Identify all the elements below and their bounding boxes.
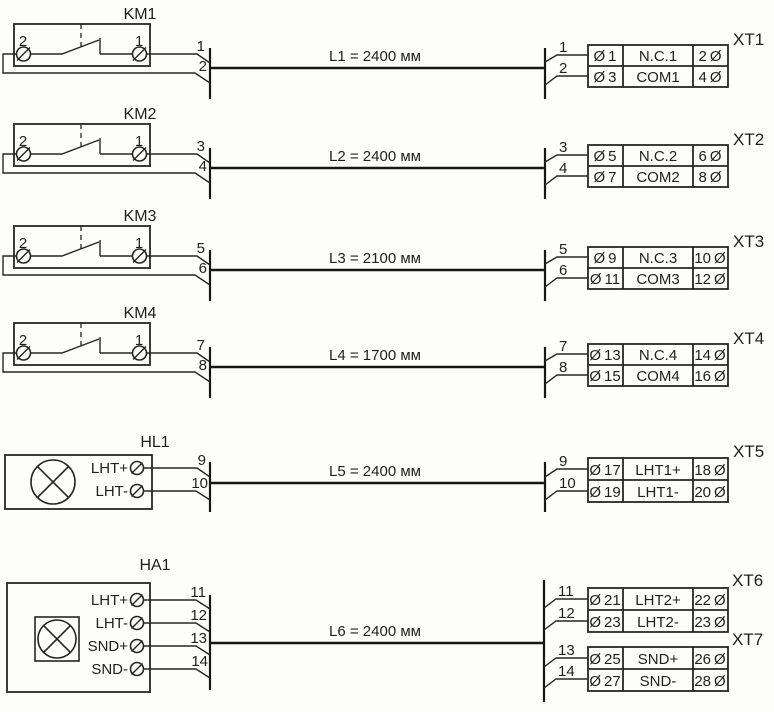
screw-terminal-icon: Ø [589,592,601,609]
wire-number: 3 [196,138,205,155]
terminal-cell: Ø 15 [589,368,621,385]
relay-nc-contact-symbol [14,226,150,268]
device-terminal-label: LHT- [95,615,128,632]
screw-terminal-icon: Ø [709,169,722,186]
wire [3,154,210,183]
terminal-block [588,45,728,87]
screw-terminal-icon: Ø [709,148,722,165]
terminal-cell: N.C.4 [638,347,678,364]
screw-terminal-icon: Ø [593,148,606,165]
screw-terminal-icon: Ø [714,347,726,364]
device-label: KM4 [123,305,157,322]
screw-terminal-icon: Ø [589,462,601,479]
wire [545,278,588,287]
terminal-cell: LHT1- [637,484,679,501]
row-hl1 [5,434,764,512]
wire-number: 10 [191,475,208,492]
row-ha1 [7,557,763,702]
relay-nc-contact-symbol [14,323,150,365]
terminal-cell: 8 Ø [698,169,722,186]
terminal-cell: 4 Ø [698,69,722,86]
terminal-cell: SND+ [637,651,679,668]
lamp-icon [31,460,75,504]
wire [544,679,588,688]
terminal-block [588,588,728,632]
row-km3 [3,208,764,301]
wire-number: 8 [198,357,207,374]
terminal-cell: 12 Ø [694,271,726,288]
terminal-cell: LHT2+ [635,592,681,609]
device-terminal-label: LHT+ [90,460,128,477]
screw-terminal-icon: Ø [593,69,606,86]
cable-length-label: L6 = 2400 мм [329,623,421,640]
terminal-cell: LHT2- [637,614,679,631]
terminal-cell: 2 Ø [698,48,722,65]
device-pin-number: 1 [134,235,144,252]
wire [3,256,210,285]
terminal-cell: Ø 3 [593,69,617,86]
wire-number: 6 [198,260,207,277]
device-pin-number: 1 [134,332,144,349]
wire-number: 7 [196,337,205,354]
terminal-cell: N.C.2 [638,148,678,165]
wire-number: 7 [559,338,568,355]
wire-number: 8 [559,359,568,376]
screw-terminal-icon: Ø [714,614,726,631]
device-label: KM1 [123,6,157,23]
cable-length-label: L2 = 2400 мм [329,148,421,165]
terminal-cell: N.C.3 [638,250,678,267]
terminal-cell: 14 Ø [694,347,726,364]
wire [3,353,210,382]
screw-terminal-icon: Ø [589,347,601,364]
wire [545,491,588,500]
wire [545,176,588,185]
terminal-cell: Ø 5 [593,148,617,165]
device-pin-number: 2 [18,235,28,252]
terminal-cell: SND- [639,673,677,690]
cable-length-label: L5 = 2400 мм [329,463,421,480]
row-km4 [3,305,764,398]
device-pin-number: 2 [18,332,28,349]
screw-terminal-icon: Ø [709,69,722,86]
wire-number: 2 [198,58,207,75]
screw-terminal-icon: Ø [589,614,601,631]
wire-number: 4 [198,158,207,175]
terminal-block [588,647,728,691]
terminal-cell: 20 Ø [694,484,726,501]
terminal-cell: 10 Ø [694,250,726,267]
screw-terminal-icon: Ø [589,673,601,690]
wire-number: 11 [558,583,574,600]
terminal-cell: 23 Ø [694,614,726,631]
terminal-block-label: XT3 [733,232,765,251]
wire-number: 5 [196,240,205,257]
terminal-cell: COM2 [636,169,680,186]
screw-terminal-icon: Ø [714,271,726,288]
device-label: HA1 [139,557,171,574]
row-km2 [3,106,764,199]
wire-number: 3 [559,139,568,156]
screw-terminal-icon: Ø [714,462,726,479]
terminal-block [588,458,728,502]
lamp-device [5,455,152,509]
screw-terminal-icon: Ø [593,250,606,267]
terminal-cell: COM4 [636,368,680,385]
terminal-block-label: XT2 [733,130,765,149]
wire-number: 2 [559,60,568,77]
wire [545,375,588,384]
terminal-block-label: XT6 [732,571,764,590]
wire-number: 1 [196,38,205,55]
lamp-sounder-device [7,583,150,692]
relay-nc-contact-symbol [14,24,150,66]
wire [144,491,211,500]
wire-number: 10 [559,475,576,492]
screw-terminal-icon: Ø [589,368,601,385]
terminal-cell: Ø 11 [589,271,621,288]
terminal-cell: 6 Ø [698,148,722,165]
device-label: KM3 [123,208,157,225]
terminal-cell: Ø 7 [593,169,617,186]
device-terminal-label: SND+ [87,638,128,655]
row-km1 [3,6,764,99]
terminal-cell: Ø 1 [593,48,617,65]
screw-terminal-icon: Ø [589,651,601,668]
screw-terminal-icon: Ø [714,484,726,501]
device-terminal-label: LHT+ [90,592,128,609]
terminal-cell: COM1 [636,69,680,86]
wire-number: 9 [559,453,568,470]
device-pin-number: 1 [134,33,144,50]
wire-number: 13 [558,642,575,659]
terminal-cell: Ø 23 [589,614,621,631]
terminal-cell: Ø 13 [589,347,621,364]
wire-number: 14 [558,663,575,680]
screw-terminal-icon: Ø [714,673,726,690]
wire [144,669,211,678]
device-pin-number: 2 [18,33,28,50]
device-pin-number: 2 [18,133,28,150]
terminal-cell: Ø 17 [589,462,621,479]
screw-terminal-icon: Ø [714,250,726,267]
screw-terminal-icon: Ø [593,48,606,65]
terminal-cell: 26 Ø [694,651,726,668]
device-terminal-label: LHT- [95,483,128,500]
screw-terminal-icon: Ø [709,48,722,65]
wire-number: 6 [559,262,568,279]
device-label: KM2 [123,106,157,123]
screw-terminal-icon: Ø [714,651,726,668]
terminal-cell: Ø 21 [589,592,621,609]
screw-terminal-icon: Ø [714,368,726,385]
wire-number: 13 [190,630,207,647]
terminal-cell: Ø 19 [589,484,621,501]
terminal-cell: 16 Ø [694,368,726,385]
sounder-lamp-icon [35,617,79,661]
terminal-cell: N.C.1 [638,48,678,65]
screw-terminal-icon: Ø [593,169,606,186]
wire [545,76,588,85]
wire-number: 11 [190,584,206,601]
screw-terminal-icon: Ø [714,592,726,609]
screw-terminal-icon: Ø [589,271,602,288]
wire-number: 12 [558,605,575,622]
terminal-block-label: XT7 [732,630,764,649]
terminal-cell: 28 Ø [694,673,726,690]
terminal-block [588,145,728,187]
terminal-block [588,247,728,289]
terminal-block-label: XT4 [733,329,765,348]
wire-number: 14 [191,653,208,670]
terminal-cell: Ø 25 [589,651,621,668]
device-pin-number: 1 [134,133,144,150]
wire-number: 4 [559,160,568,177]
cable-length-label: L4 = 1700 мм [329,347,421,364]
cable-length-label: L3 = 2100 мм [329,250,421,267]
terminal-cell: Ø 27 [589,673,621,690]
relay-nc-contact-symbol [14,124,150,166]
wire-number: 9 [197,452,206,469]
terminal-cell: Ø 9 [593,250,617,267]
terminal-block-label: XT5 [733,442,765,461]
device-label: HL1 [140,434,170,451]
cable-length-label: L1 = 2400 мм [329,48,421,65]
terminal-cell: 18 Ø [694,462,726,479]
wire-number: 12 [190,607,207,624]
screw-terminal-icon: Ø [589,484,601,501]
terminal-block-label: XT1 [733,30,765,49]
terminal-cell: COM3 [636,271,680,288]
wire [544,621,588,630]
wire [3,54,210,83]
wire-number: 1 [559,39,568,56]
wire-number: 5 [559,241,568,258]
terminal-block [588,344,728,386]
device-terminal-label: SND- [91,661,128,678]
terminal-cell: 22 Ø [694,592,726,609]
terminal-cell: LHT1+ [635,462,681,479]
